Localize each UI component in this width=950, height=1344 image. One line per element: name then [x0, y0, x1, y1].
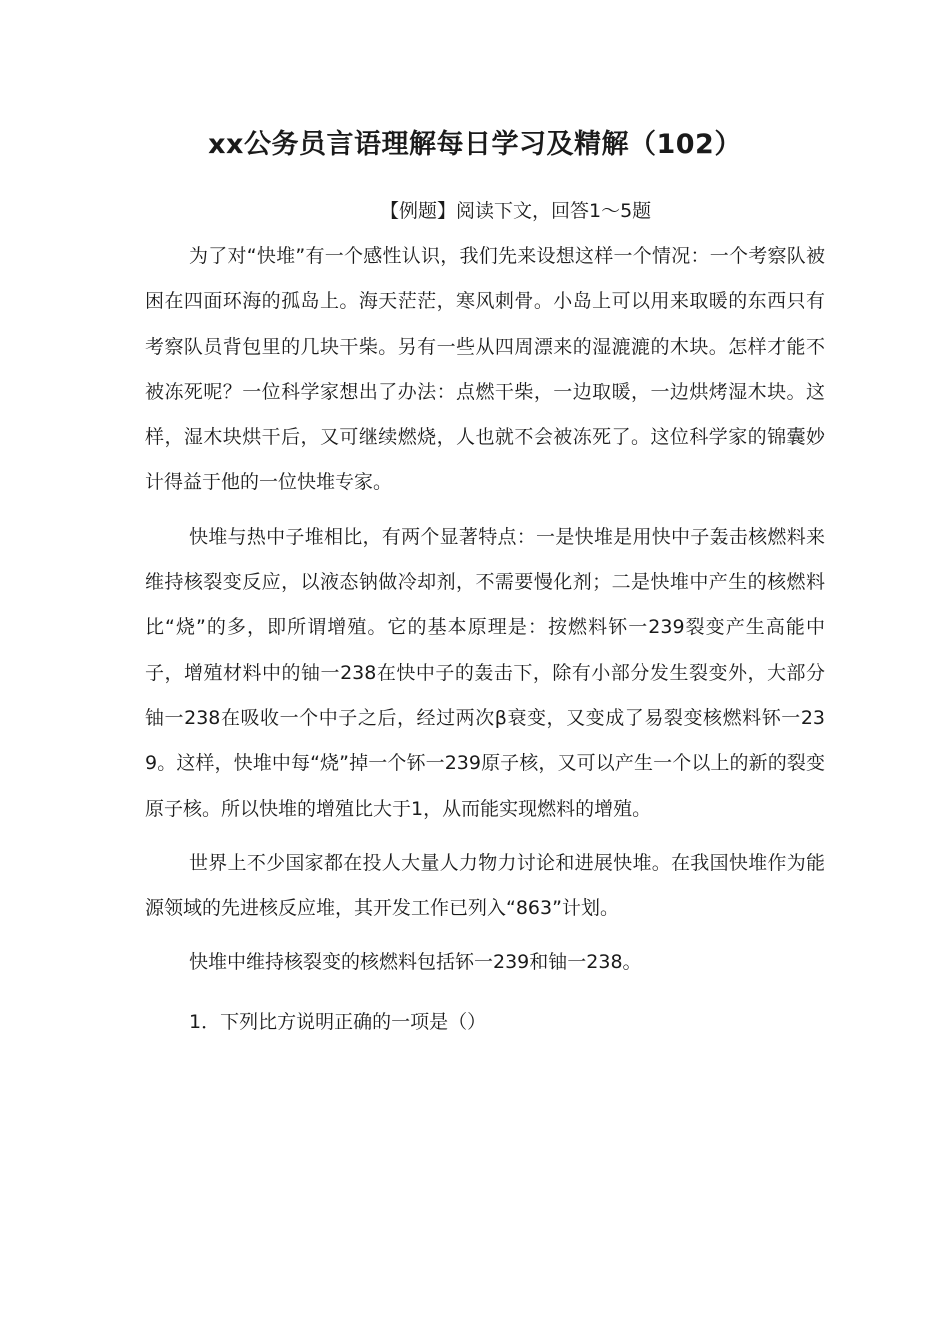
document-title: xx公务员言语理解每日学习及精解（102） — [208, 129, 742, 160]
example-heading: 【例题】阅读下文，回答1～5题 — [380, 200, 652, 222]
paragraph-features: 快堆与热中子堆相比，有两个显著特点：一是快堆是用快中子轰击核燃料来维持核裂变反应，以液态钠做冷却剂，不需要慢化剂；二是快堆中产生的核燃料比“烧”的多，即所谓增殖。它的基本原理是：按燃料钚一239裂变产生高能中子，增殖材料中的铀一238在快中子的轰击下，除有小部分发生裂变外，大部分铀一238在吸收一个中子之后，经过两次β衰变，又变成了易裂变核燃料钚一239。这样，快堆中每“烧”掉一个钚一239原子核，又可以产生一个以上的新的裂变原子核。所以快堆的增殖比大于1，从而能实现燃料的增殖。 — [145, 525, 825, 820]
paragraph-fuel: 快堆中维持核裂变的核燃料包括钚一239和铀一238。 — [189, 951, 642, 974]
document-body — [145, 234, 825, 1045]
paragraph-development: 世界上不少国家都在投人大量人力物力讨论和进展快堆。在我国快堆作为能源领域的先进核反应堆，其开发工作已列入“863”计划。 — [145, 851, 825, 920]
question-1: 1．下列比方说明正确的一项是（） — [189, 1010, 487, 1033]
paragraph-intro: 为了对“快堆”有一个感性认识，我们先来设想这样一个情况：一个考察队被困在四面环海的孤岛上。海天茫茫，寒风刺骨。小岛上可以用来取暖的东西只有考察队员背包里的几块干柴。另有一些从四周漂来的湿漉漉的木块。怎样才能不被冻死呢？一位科学家想出了办法：点燃干柴，一边取暖，一边烘烤湿木块。这样，湿木块烘干后，又可继续燃烧，人也就不会被冻死了。这位科学家的锦囊妙计得益于他的一位快堆专家。 — [145, 245, 825, 494]
